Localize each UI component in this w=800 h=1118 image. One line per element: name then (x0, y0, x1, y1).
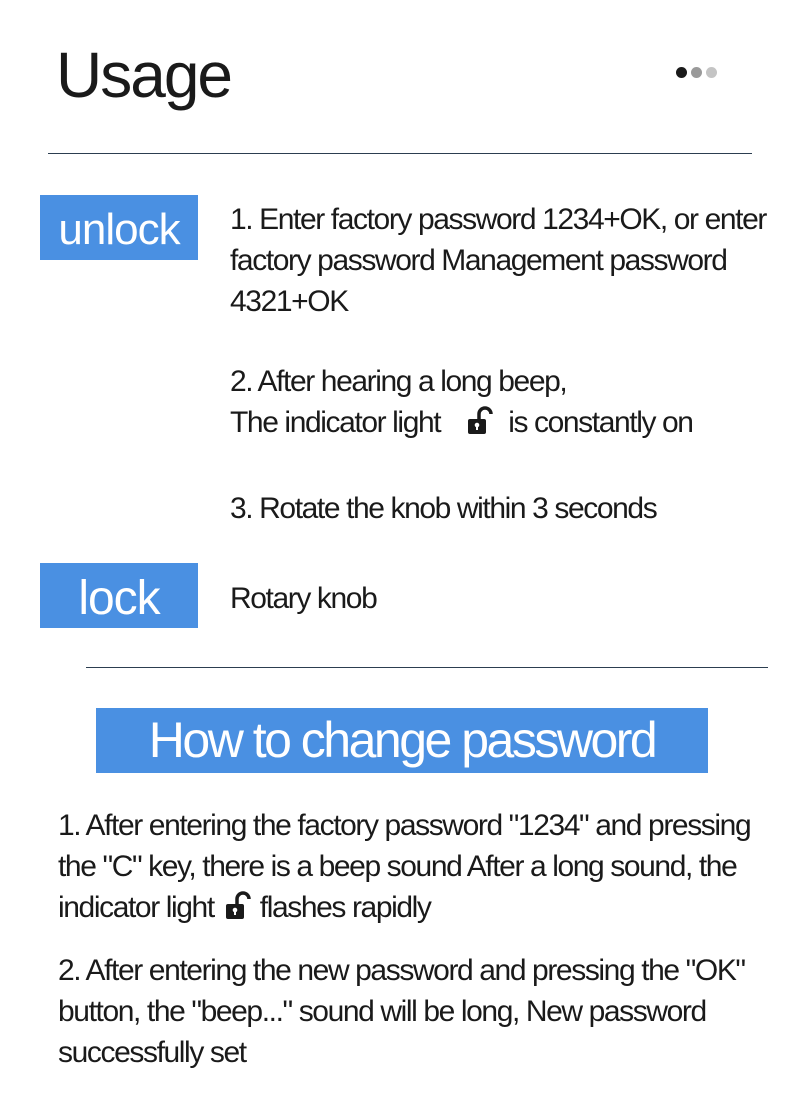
unlocked-padlock-icon (224, 891, 254, 932)
section-divider (86, 667, 768, 668)
unlock-step-1: 1. Enter factory password 1234+OK, or enter factory password Management password 4321+OK (230, 203, 766, 318)
indicator-text-after: is constantly on (508, 406, 693, 439)
dot-inactive-icon (706, 67, 717, 78)
change-password-step-2: 2. After entering the new password and pressing the "OK" button, the "beep..." sound will be long, New password successfully set (58, 954, 745, 1069)
unlock-step-3: 3. Rotate the knob within 3 seconds (230, 492, 657, 525)
step-1-text-after: flashes rapidly (259, 891, 431, 924)
indicator-text-before: The indicator light (230, 406, 441, 439)
lock-description: Rotary knob (230, 582, 377, 615)
step-1-text: 1. After entering the factory password "1234" and pressing the "C" key, there is a beep sound After a long sound, the indicator light (58, 809, 751, 924)
dot-active-icon (676, 67, 687, 78)
header-divider (48, 153, 752, 154)
unlock-step-2-line-1: 2. After hearing a long beep, (230, 365, 567, 398)
dot-inactive-icon (691, 67, 702, 78)
unlock-step-2 (230, 361, 790, 447)
lock-tag: lock (40, 563, 198, 628)
unlock-tag: unlock (40, 195, 198, 260)
unlock-step-2-line-2 (230, 402, 790, 447)
change-password-heading: How to change password (96, 708, 708, 773)
pagination-dots-icon (676, 67, 717, 78)
page-title: Usage (56, 39, 231, 111)
unlocked-padlock-icon (466, 406, 496, 447)
change-password-step-1 (58, 805, 758, 932)
